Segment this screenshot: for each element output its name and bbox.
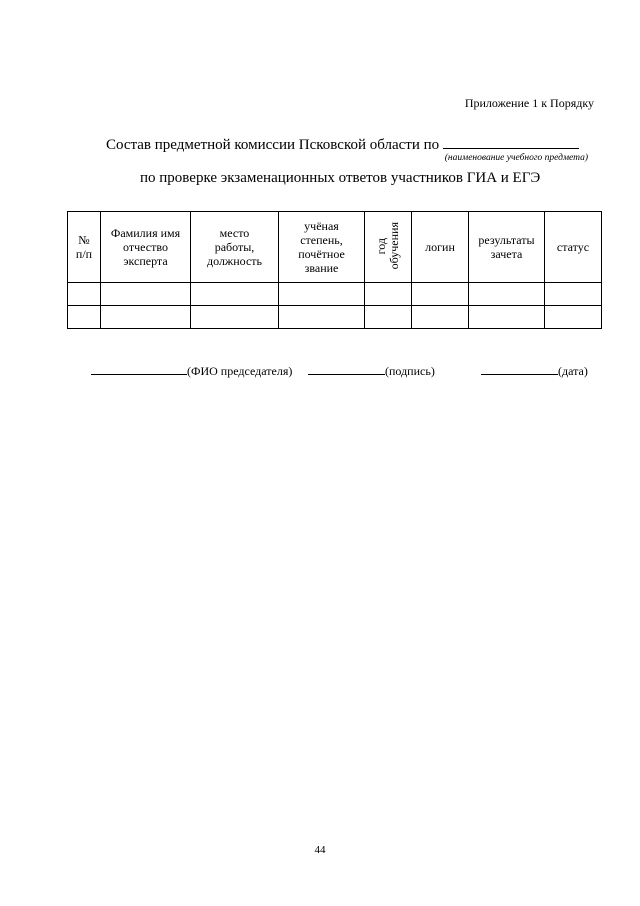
document-title-line-1 — [106, 134, 579, 154]
subject-name-note: (наименование учебного предмета) — [444, 153, 588, 163]
table-cell — [68, 283, 101, 306]
table-row — [68, 306, 602, 329]
table-cell — [279, 306, 365, 329]
chairman-name-field — [91, 363, 292, 379]
column-header-training-year — [365, 212, 412, 283]
signature-field — [308, 363, 435, 379]
table-cell — [365, 283, 412, 306]
table-cell — [101, 283, 191, 306]
column-header-degree: учёная степень, почётное звание — [279, 212, 365, 283]
table-cell — [545, 306, 602, 329]
chairman-name-line — [91, 363, 187, 375]
table-cell — [545, 283, 602, 306]
column-header-login: логин — [412, 212, 469, 283]
table-cell — [279, 283, 365, 306]
column-header-full-name: Фамилия имя отчество эксперта — [101, 212, 191, 283]
column-header-workplace: место работы, должность — [191, 212, 279, 283]
date-label: (дата) — [558, 364, 588, 378]
commission-table — [67, 211, 602, 329]
table-cell — [191, 283, 279, 306]
column-header-status: статус — [545, 212, 602, 283]
page-number: 44 — [314, 844, 326, 856]
appendix-label: Приложение 1 к Порядку — [464, 96, 594, 110]
table-header-row — [68, 212, 602, 283]
table-cell — [191, 306, 279, 329]
table-cell — [101, 306, 191, 329]
title-text: Состав предметной комиссии Псковской области по — [106, 137, 440, 153]
date-line — [481, 363, 558, 375]
table-cell — [412, 283, 469, 306]
table-cell — [469, 306, 545, 329]
table-row — [68, 283, 602, 306]
training-year-text: год обучения — [374, 221, 401, 270]
column-header-test-results: результаты зачета — [469, 212, 545, 283]
table-cell — [68, 306, 101, 329]
table-cell — [365, 306, 412, 329]
document-title-line-2: по проверке экзаменационных ответов участников ГИА и ЕГЭ — [140, 170, 541, 186]
table-cell — [469, 283, 545, 306]
signature-line — [308, 363, 385, 375]
chairman-name-label: (ФИО председателя) — [187, 364, 293, 378]
signature-label: (подпись) — [385, 364, 435, 378]
date-field — [481, 363, 588, 379]
subject-blank-line — [443, 134, 579, 149]
column-header-number: № п/п — [68, 212, 101, 283]
table-cell — [412, 306, 469, 329]
